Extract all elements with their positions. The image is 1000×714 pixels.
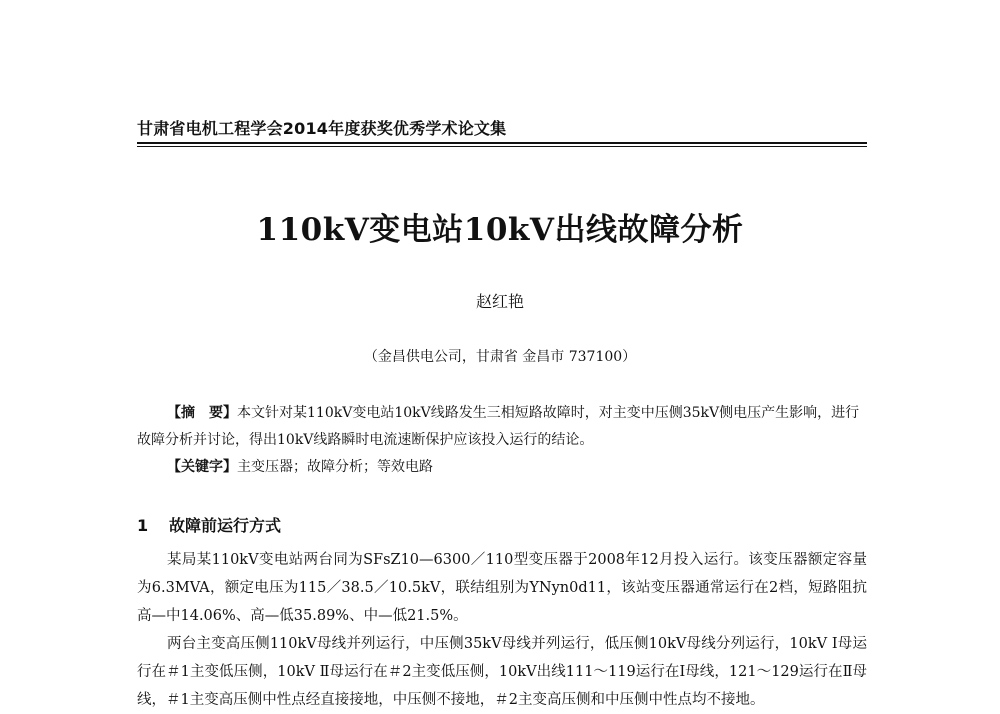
paper-title: 110kV变电站10kV出线故障分析 [256, 212, 744, 248]
section-number: 1 [137, 516, 149, 535]
keywords [167, 454, 433, 481]
section-title: 故障前运行方式 [169, 516, 282, 535]
author-name: 赵红艳 [475, 292, 524, 311]
running-header: 甘肃省电机工程学会2014年度获奖优秀学术论文集 [137, 119, 507, 138]
section-heading [137, 513, 281, 536]
header-rule-thin [137, 146, 867, 147]
abstract-indent [137, 405, 167, 421]
body-paragraph: 某局某110kV变电站两台同为SFsZ10—6300／110型变压器于2008年12月投入运行。该变压器额定容量为6.3MVA，额定电压为115／38.5／10.5kV，联结组别为YNyn0d11，该站变压器通常运行在2档，短路阻抗高—中14.06%、高—低35.89%、中—低21.5%。 [137, 552, 867, 624]
abstract-label: 【摘 要】 [167, 405, 237, 421]
abstract-text: 本文针对某110kV变电站10kV线路发生三相短路故障时，对主变中压侧35kV侧电压产生影响，进行故障分析并讨论，得出10kV线路瞬时电流速断保护应该投入运行的结论。 [137, 405, 860, 448]
keywords-text: 主变压器；故障分析；等效电路 [237, 459, 433, 475]
section-body [137, 546, 867, 714]
abstract [137, 400, 867, 454]
keywords-label: 【关键字】 [167, 459, 237, 475]
header-rule-thick [137, 142, 867, 144]
author-affiliation: （金昌供电公司，甘肃省 金昌市 737100） [363, 349, 637, 365]
body-paragraph: 两台主变高压侧110kV母线并列运行，中压侧35kV母线并列运行，低压侧10kV母线分列运行，10kV Ⅰ母运行在＃1主变低压侧，10kV Ⅱ母运行在＃2主变低压侧，10kV出线111～119运行在Ⅰ母线，121～129运行在Ⅱ母线，＃1主变高压侧中性点经直接接地，中压侧不接地，＃2主变高压侧和中压侧中性点均不接地。 [137, 636, 867, 708]
